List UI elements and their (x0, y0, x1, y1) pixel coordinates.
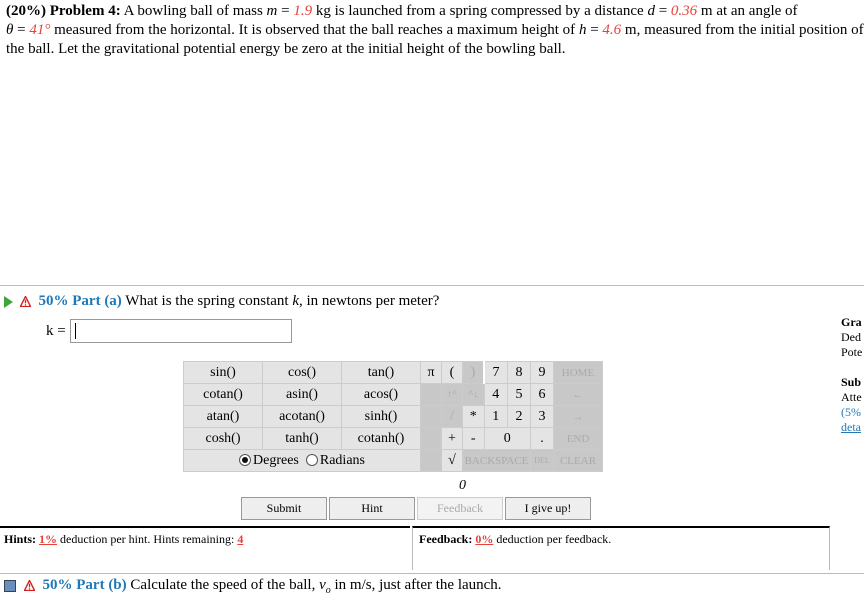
digit-8-button[interactable]: 8 (508, 362, 531, 384)
part-b-header: 50% Part (b) Calculate the speed of the ball, $v_o$ in m/s, just after the launch. (4, 577, 502, 596)
cotanh-button[interactable]: cotanh() (342, 428, 421, 450)
minus-button[interactable]: - (463, 428, 485, 450)
submit-button[interactable]: Submit (241, 497, 327, 520)
home-button[interactable]: HOME (554, 362, 603, 384)
angle-value: 41° (29, 22, 51, 38)
angle-mode-group: Degrees Radians (184, 450, 421, 472)
height-value: 4.6 (602, 22, 622, 38)
cotan-button[interactable]: cotan() (184, 384, 263, 406)
end-button[interactable]: END (554, 428, 603, 450)
multiply-button[interactable]: * (463, 406, 485, 428)
left-arrow-button[interactable]: ← (554, 384, 603, 406)
digit-3-button[interactable]: 3 (531, 406, 554, 428)
backspace-button[interactable]: BACKSPACE (463, 450, 531, 472)
digit-6-button[interactable]: 6 (531, 384, 554, 406)
feedback-panel: Feedback: 0% deduction per feedback. (412, 526, 830, 570)
sqrt-button[interactable]: √ (442, 450, 463, 472)
part-a-header: 50% Part (a) What is the spring constant k, in newtons per meter? (4, 293, 439, 310)
sinh-button[interactable]: sinh() (342, 406, 421, 428)
hints-remaining: 4 (237, 532, 244, 546)
atan-button[interactable]: atan() (184, 406, 263, 428)
feedback-button[interactable]: Feedback (417, 497, 503, 520)
clear-button[interactable]: CLEAR (554, 450, 603, 472)
cosh-button[interactable]: cosh() (184, 428, 263, 450)
asin-button[interactable]: asin() (263, 384, 342, 406)
part-b-title: 50% Part (b) (42, 577, 127, 593)
divide-button[interactable]: / (442, 406, 463, 428)
digit-2-button[interactable]: 2 (508, 406, 531, 428)
problem-statement: (20%) Problem 4: A bowling ball of mass m = 1.9 kg is launched from a spring compressed by a distance d = 0.36 m at an angle of θ = 41° measured from the horizontal. It is observed that the ball reaches a maximum height of h = 4.6 m, measured from the initial position of the ball. Let the gravitational potential energy be zero at the initial height of the bowling ball. (6, 3, 864, 57)
decimal-button[interactable]: . (531, 428, 554, 450)
rparen-button[interactable]: ) (463, 362, 485, 384)
part-status-icon[interactable] (4, 580, 16, 592)
give-up-button[interactable]: I give up! (505, 497, 591, 520)
sin-button[interactable]: sin() (184, 362, 263, 384)
hints-panel: Hints: 1% deduction per hint. Hints remaining: 4 (0, 526, 410, 570)
right-arrow-button[interactable]: → (554, 406, 603, 428)
acotan-button[interactable]: acotan() (263, 406, 342, 428)
tan-button[interactable]: tan() (342, 362, 421, 384)
digit-5-button[interactable]: 5 (508, 384, 531, 406)
degrees-radio[interactable] (239, 454, 251, 466)
digit-0-button[interactable]: 0 (484, 428, 531, 450)
digit-7-button[interactable]: 7 (484, 362, 508, 384)
digit-1-button[interactable]: 1 (484, 406, 508, 428)
plus-button[interactable]: + (442, 428, 463, 450)
lparen-button[interactable]: ( (442, 362, 463, 384)
part-a-title: 50% Part (a) (38, 293, 122, 309)
divider (0, 285, 864, 286)
superscript-button[interactable]: ↑^ (442, 384, 463, 406)
divider (0, 573, 864, 574)
play-icon[interactable] (4, 296, 13, 308)
digit-9-button[interactable]: 9 (531, 362, 554, 384)
answer-input[interactable] (70, 319, 292, 343)
problem-label: (20%) Problem 4: (6, 3, 121, 19)
mass-value: 1.9 (293, 3, 313, 19)
radians-radio[interactable] (306, 454, 318, 466)
cos-button[interactable]: cos() (263, 362, 342, 384)
digit-4-button[interactable]: 4 (484, 384, 508, 406)
hint-button[interactable]: Hint (329, 497, 415, 520)
stray-zero: 0 (459, 478, 466, 493)
grade-summary-panel: Gra Ded Pote Sub Atte (5% deta (841, 315, 863, 434)
math-keypad (183, 361, 603, 472)
warning-icon (24, 580, 35, 591)
acos-button[interactable]: acos() (342, 384, 421, 406)
text-cursor (75, 323, 76, 339)
del-button[interactable]: DEL (531, 450, 554, 472)
details-link[interactable]: deta (841, 420, 861, 434)
pi-button[interactable]: π (421, 362, 442, 384)
answer-label: k = (46, 323, 66, 339)
warning-icon (20, 296, 31, 307)
tanh-button[interactable]: tanh() (263, 428, 342, 450)
subscript-button[interactable]: ^↓ (463, 384, 485, 406)
distance-value: 0.36 (670, 3, 698, 19)
